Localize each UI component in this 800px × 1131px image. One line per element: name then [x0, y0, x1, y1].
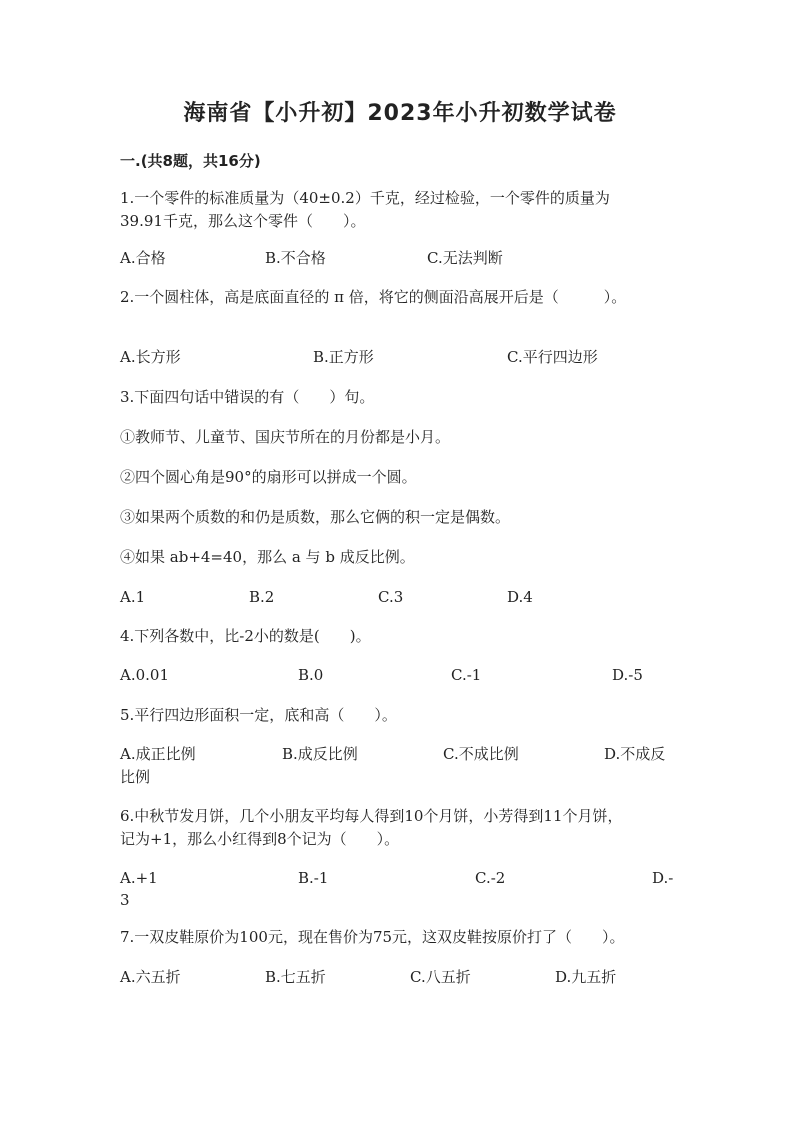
q6-option-b: B.-1 — [298, 869, 329, 887]
exam-title: 海南省【小升初】2023年小升初数学试卷 — [183, 101, 617, 126]
q3-option-d: D.4 — [507, 588, 533, 606]
q3-statement-3: ③如果两个质数的和仍是质数，那么它俩的积一定是偶数。 — [120, 508, 511, 526]
q7-option-c: C.八五折 — [410, 968, 471, 986]
q3-statement-1: ①教师节、儿童节、国庆节所在的月份都是小月。 — [120, 428, 451, 446]
q2-line-1: 2.一个圆柱体，高是底面直径的 π 倍，将它的侧面沿高展开后是（ ）。 — [120, 288, 627, 306]
q4-option-a: A.0.01 — [120, 666, 169, 684]
q3-option-c: C.3 — [378, 588, 404, 606]
q1-option-c: C.无法判断 — [427, 249, 503, 267]
q6-option-c: C.-2 — [475, 869, 506, 887]
q6-line-1: 6.中秋节发月饼，几个小朋友平均每人得到10个月饼，小芳得到11个月饼， — [120, 807, 623, 825]
q1-option-b: B.不合格 — [265, 249, 326, 267]
q5-option-d: D.不成反 — [604, 745, 666, 763]
q5-option-a: A.成正比例 — [120, 745, 196, 763]
q2-option-a: A.长方形 — [120, 348, 181, 366]
q7-option-d: D.九五折 — [555, 968, 617, 986]
q5-line-1: 5.平行四边形面积一定，底和高（ ）。 — [120, 706, 397, 724]
q3-option-a: A.1 — [120, 588, 146, 606]
q5-option-b: B.成反比例 — [282, 745, 358, 763]
q5-option-c: C.不成比例 — [443, 745, 519, 763]
q5-option-d-wrap: 比例 — [120, 768, 151, 786]
q1-line-2: 39.91千克，那么这个零件（ ）。 — [120, 212, 366, 230]
q4-option-b: B.0 — [298, 666, 324, 684]
q7-line-1: 7.一双皮鞋原价为100元，现在售价为75元，这双皮鞋按原价打了（ ）。 — [120, 928, 625, 946]
q7-option-b: B.七五折 — [265, 968, 326, 986]
q2-option-c: C.平行四边形 — [507, 348, 598, 366]
q3-option-b: B.2 — [249, 588, 275, 606]
q1-line-1: 1.一个零件的标准质量为（40±0.2）千克，经过检验，一个零件的质量为 — [120, 189, 610, 207]
q6-option-d: D.- — [652, 869, 674, 887]
q7-option-a: A.六五折 — [120, 968, 181, 986]
section-heading: 一.(共8题，共16分) — [120, 152, 261, 170]
q4-line-1: 4.下列各数中，比-2小的数是( )。 — [120, 627, 371, 645]
q6-option-a: A.+1 — [120, 869, 158, 887]
q3-statement-4: ④如果 ab+4=40，那么 a 与 b 成反比例。 — [120, 548, 415, 566]
q4-option-d: D.-5 — [612, 666, 643, 684]
q4-option-c: C.-1 — [451, 666, 482, 684]
q1-option-a: A.合格 — [120, 249, 166, 267]
q6-line-2: 记为+1，那么小红得到8个记为（ ）。 — [120, 830, 400, 848]
q3-line-1: 3.下面四句话中错误的有（ ）句。 — [120, 388, 375, 406]
q2-option-b: B.正方形 — [313, 348, 374, 366]
q3-statement-2: ②四个圆心角是90°的扇形可以拼成一个圆。 — [120, 468, 417, 486]
q6-option-d-wrap: 3 — [120, 891, 130, 909]
